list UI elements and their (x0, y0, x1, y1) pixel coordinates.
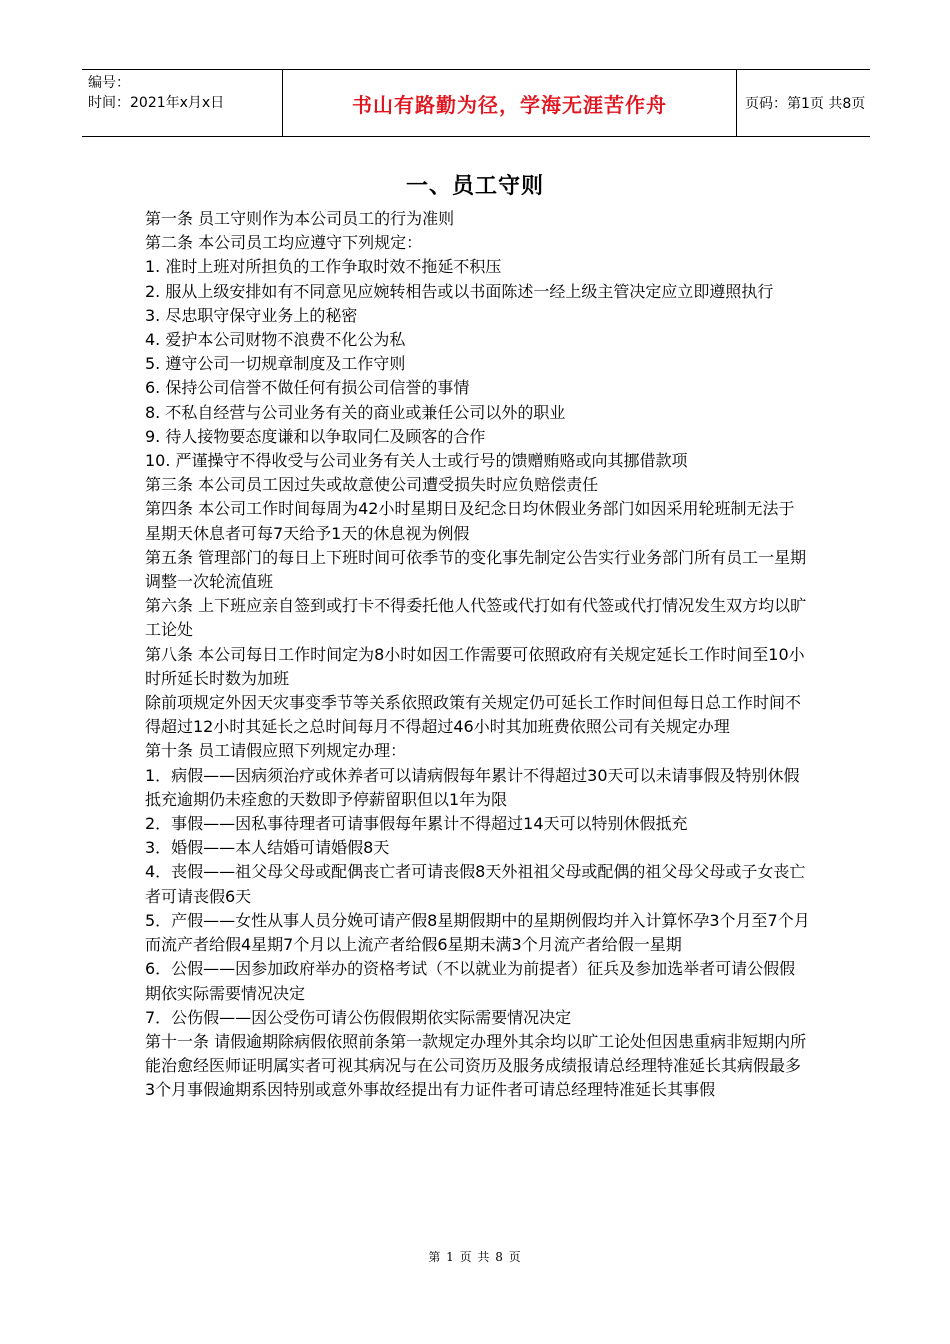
paragraph: 4. 爱护本公司财物不浪费不化公为私 (145, 330, 406, 350)
paragraph: 第八条 本公司每日工作时间定为8小时如因工作需要可依照政府有关规定延长工作时间至10小时所延长时数为加班 (145, 644, 805, 688)
paragraph: 8. 不私自经营与公司业务有关的商业或兼任公司以外的职业 (145, 402, 566, 422)
paragraph: 第四条 本公司工作时间每周为42小时星期日及纪念日均休假业务部门如因采用轮班制无法于星期天休息者可每7天给予1天的休息视为例假 (145, 499, 795, 543)
paragraph: 6. 保持公司信誉不做任何有损公司信誉的事情 (145, 378, 470, 398)
paragraph: 10. 严谨操守不得收受与公司业务有关人士或行号的馈赠贿赂或向其挪借款项 (145, 451, 688, 471)
document-title: 一、员工守则 (405, 174, 544, 199)
paragraph: 第三条 本公司员工因过失或故意使公司遭受损失时应负赔偿责任 (145, 475, 599, 495)
page-footer: 第 1 页 共 8 页 (428, 1250, 522, 1264)
paragraph: 1. 准时上班对所担负的工作争取时效不拖延不积压 (145, 257, 502, 277)
paragraph: 5. 遵守公司一切规章制度及工作守则 (145, 354, 406, 374)
paragraph: 第五条 管理部门的每日上下班时间可依季节的变化事先制定公告实行业务部门所有员工一星期调整一次轮流值班 (145, 547, 807, 592)
paragraph: 2. 服从上级安排如有不同意见应婉转相告或以书面陈述一经上级主管决定应立即遵照执行 (145, 281, 774, 301)
paragraph: 7．公伤假——因公受伤可请公伤假假期依实际需要情况决定 (145, 1007, 572, 1027)
document-header (82, 69, 870, 137)
paragraph: 2．事假——因私事待理者可请事假每年累计不得超过14天可以特别休假抵充 (145, 814, 688, 834)
header-meta (82, 70, 283, 136)
paragraph: 3. 尽忠职守保守业务上的秘密 (145, 305, 358, 325)
paragraph: 除前项规定外因天灾事变季节等关系依照政策有关规定仍可延长工作时间但每日总工作时间不得超过12小时其延长之总时间每月不得超过46小时其加班费依照公司有关规定办理 (145, 693, 802, 737)
paragraph: 第十条 员工请假应照下列规定办理： (145, 741, 407, 761)
document-body (145, 207, 810, 1103)
paragraph: 6．公假——因参加政府举办的资格考试（不以就业为前提者）征兵及参加选举者可请公假假期依实际需要情况决定 (145, 959, 796, 1003)
paragraph: 第二条 本公司员工均应遵守下列规定： (145, 233, 423, 253)
document-number-label: 编号： (88, 75, 130, 91)
header-page-info: 页码：第1页 共8页 (745, 96, 866, 112)
paragraph: 第六条 上下班应亲自签到或打卡不得委托他人代签或代打如有代签或代打情况发生双方均以旷工论处 (145, 596, 807, 640)
paragraph: 1．病假——因病须治疗或休养者可以请病假每年累计不得超过30天可以未请事假及特别休假抵充逾期仍未痊愈的天数即予停薪留职但以1年为限 (145, 765, 800, 809)
document-date: 时间：2021年x月x日 (88, 95, 225, 111)
header-motto: 书山有路勤为径，学海无涯苦作舟 (283, 70, 737, 136)
paragraph: 5．产假——女性从事人员分娩可请产假8星期假期中的星期例假均并入计算怀孕3个月至7个月而流产者给假4星期7个月以上流产者给假6星期未满3个月流产者给假一星期 (145, 910, 810, 955)
paragraph: 4．丧假——祖父母父母或配偶丧亡者可请丧假8天外祖祖父母或配偶的祖父母父母或子女丧亡者可请丧假6天 (145, 862, 806, 906)
paragraph: 9. 待人接物要态度谦和以争取同仁及顾客的合作 (145, 426, 486, 446)
paragraph: 3．婚假——本人结婚可请婚假8天 (145, 838, 390, 858)
paragraph: 第十一条 请假逾期除病假依照前条第一款规定办理外其余均以旷工论处但因患重病非短期内所能治愈经医师证明属实者可视其病况与在公司资历及服务成绩报请总经理特准延长其病假最多3个月事假逾期系因特别或意外事故经提出有力证件者可请总经理特准延长其事假 (145, 1031, 807, 1100)
paragraph: 第一条 员工守则作为本公司员工的行为准则 (145, 209, 455, 228)
